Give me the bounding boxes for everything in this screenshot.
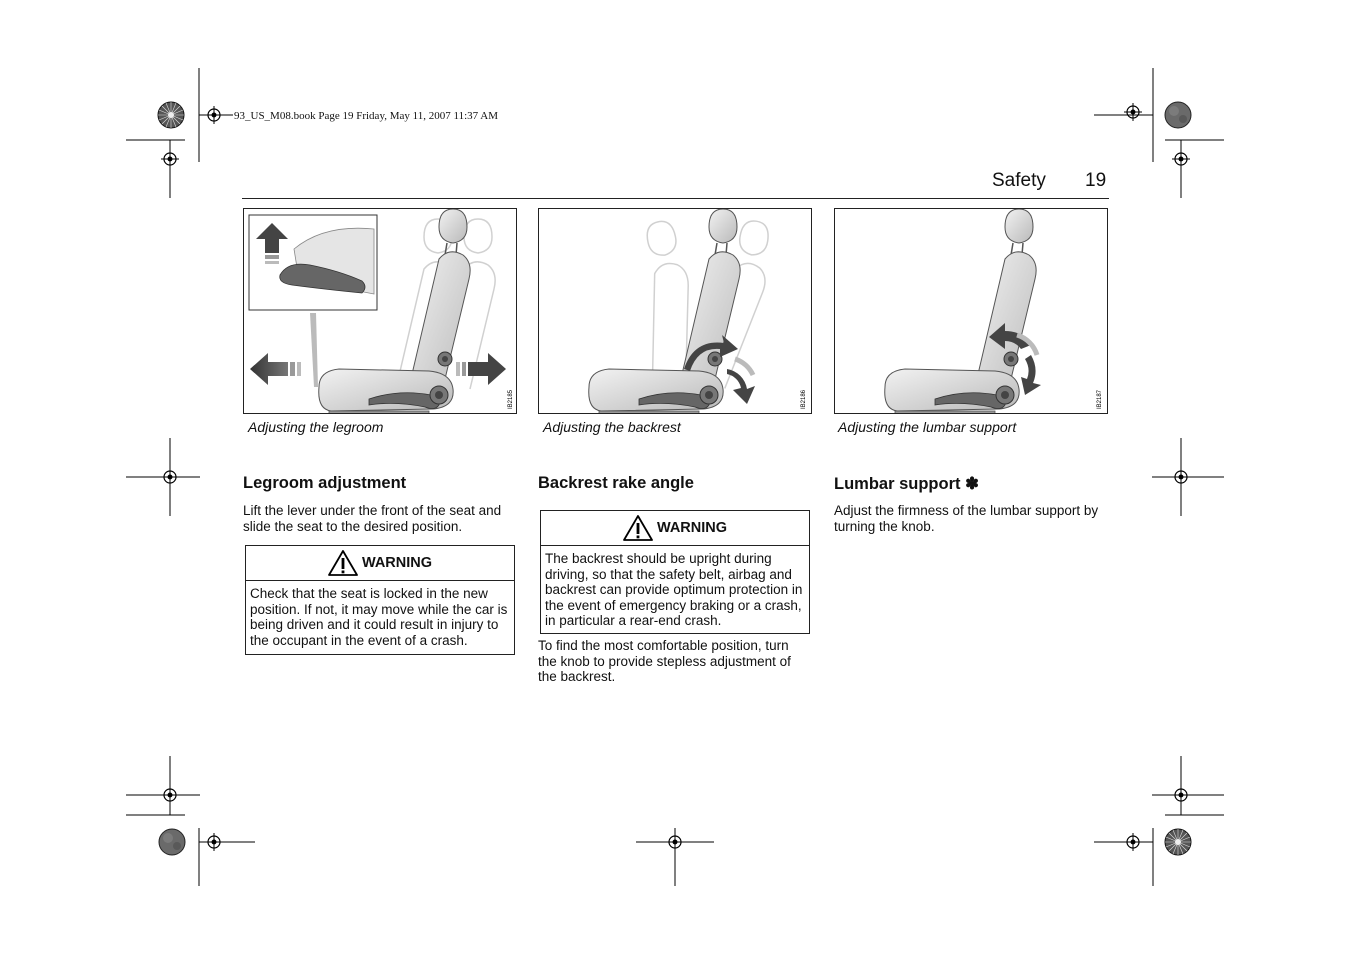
warning-header	[246, 546, 514, 581]
warning-box-backrest	[540, 510, 810, 634]
figure-id: IB2185	[508, 389, 514, 409]
warning-triangle-icon	[623, 515, 653, 541]
figure-backrest	[538, 208, 812, 414]
page-number: 19	[1085, 170, 1107, 191]
heading-lumbar-text: Lumbar support	[834, 475, 961, 493]
figure-id: IB2187	[1097, 389, 1103, 409]
text-lumbar-body: Adjust the firmness of the lumbar support by turning the knob.	[834, 503, 1099, 534]
figure-lumbar	[834, 208, 1108, 414]
warning-header	[541, 511, 809, 546]
book-info-line: 93_US_M08.book Page 19 Friday, May 11, 2007 11:37 AM	[234, 110, 498, 122]
warning-triangle-icon	[328, 550, 358, 576]
figure-legroom	[243, 208, 517, 414]
heading-backrest-rake-angle: Backrest rake angle	[538, 474, 694, 492]
caption-lumbar: Adjusting the lumbar support	[838, 419, 1017, 435]
warning-label: WARNING	[361, 555, 433, 571]
heading-legroom-adjustment: Legroom adjustment	[243, 474, 407, 492]
header-rule	[242, 198, 1109, 199]
figure-id: IB2186	[801, 389, 807, 409]
warning-label: WARNING	[656, 520, 728, 536]
warning-text-backrest: The backrest should be upright during driving, so that the safety belt, airbag and backrest can provide optimum protection in the event of emergency braking or a crash, in particular a rear-end crash.	[545, 551, 803, 628]
caption-backrest: Adjusting the backrest	[543, 419, 681, 435]
warning-box-legroom	[245, 545, 515, 655]
warning-text-legroom: Check that the seat is locked in the new position. If not, it may move while the car is being driven and it could result in injury to the occupant in the event of a crash.	[250, 586, 508, 648]
text-backrest-body: To find the most comfortable position, turn the knob to provide stepless adjustment of the backrest.	[538, 638, 791, 684]
heading-lumbar-support	[834, 474, 979, 494]
text-legroom-body: Lift the lever under the front of the seat and slide the seat to the desired position.	[243, 503, 502, 534]
caption-legroom: Adjusting the legroom	[248, 419, 384, 435]
optional-equipment-icon: ✽	[965, 475, 979, 493]
section-title: Safety	[992, 170, 1046, 191]
